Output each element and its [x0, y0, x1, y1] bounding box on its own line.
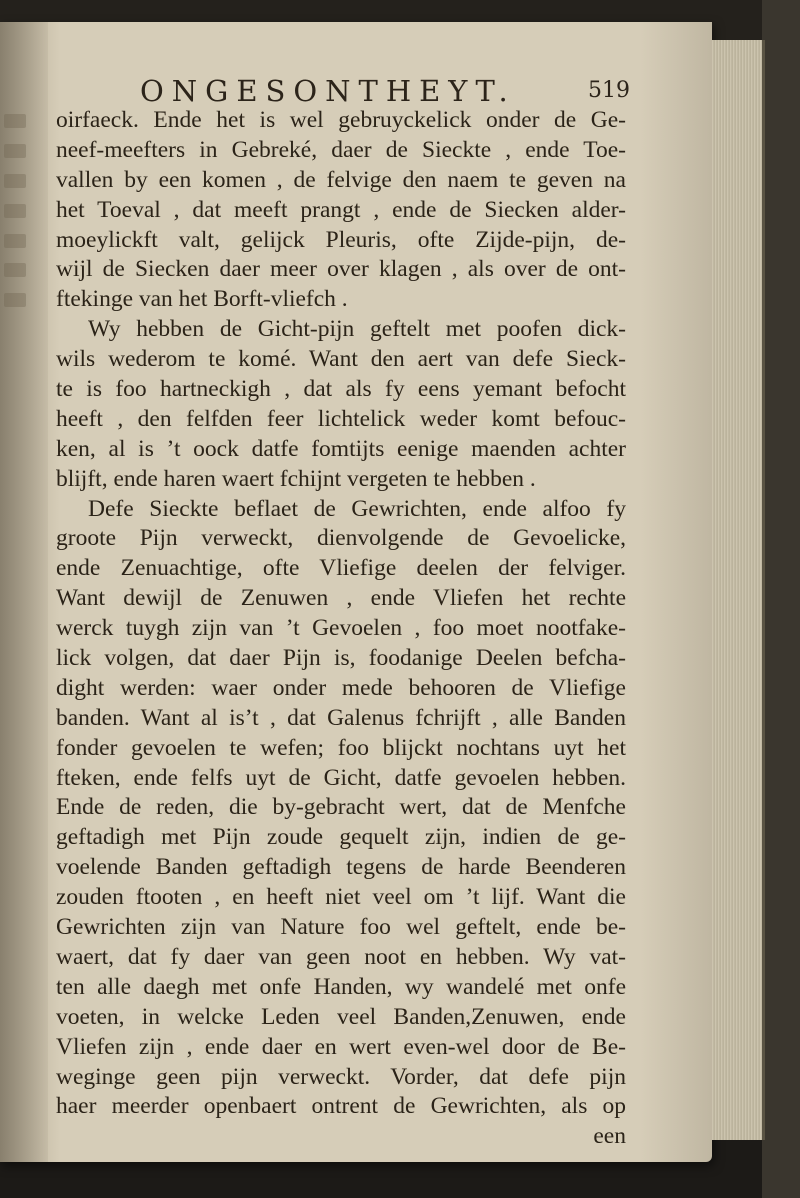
- text-line: ten alle daegh met onfe Handen, wy wandelé met onfe: [56, 973, 626, 1000]
- bleed-mark: [4, 285, 44, 315]
- text-line: geftadigh met Pijn zoude gequelt zijn, indien de ge-: [56, 824, 626, 851]
- body-text: [56, 106, 626, 1152]
- text-line: te is foo hartneckigh , dat als fy eens yemant befocht: [56, 376, 626, 403]
- text-line: dight werden: waer onder mede behooren de Vliefige: [56, 674, 626, 701]
- text-line: Wy hebben de Gicht-pijn geftelt met poofen dick-: [88, 316, 626, 343]
- text-line: wijl de Siecken daer meer over klagen , als over de ont-: [56, 256, 626, 283]
- facing-page-bleed: [4, 106, 44, 315]
- background-right: [762, 0, 800, 1198]
- running-title: ONGESONTHEYT.: [140, 74, 516, 108]
- text-line: blijft, ende haren waert fchijnt vergeten te hebben .: [56, 465, 536, 492]
- bleed-mark: [4, 196, 44, 226]
- catchword: een: [593, 1123, 626, 1150]
- text-line: Defe Sieckte beflaet de Gewrichten, ende alfoo fy: [88, 495, 626, 522]
- text-line: werck tuygh zijn van ’t Gevoelen , foo moet nootfake-: [56, 615, 626, 642]
- bleed-mark: [4, 255, 44, 285]
- page-number: 519: [588, 78, 630, 103]
- text-line: lick volgen, dat daer Pijn is, foodanige Deelen befcha-: [56, 645, 626, 672]
- text-line: Ende de reden, die by-gebracht wert, dat de Menfche: [56, 794, 626, 821]
- text-line: weginge geen pijn verweckt. Vorder, dat defe pijn: [56, 1063, 626, 1090]
- text-line: ende Zenuachtige, ofte Vliefige deelen der felviger.: [56, 555, 626, 582]
- text-line: Vliefen zijn , ende daer en wert even-wel door de Be-: [56, 1033, 626, 1060]
- text-line: banden. Want al is’t , dat Galenus fchrijft , alle Banden: [56, 704, 626, 731]
- text-line: haer meerder openbaert ontrent de Gewrichten, als op: [56, 1093, 626, 1120]
- text-line: ftekinge van het Borft-vliefch .: [56, 286, 348, 313]
- text-line: zouden ftooten , en heeft niet veel om ’t lijf. Want die: [56, 884, 626, 911]
- text-line: voelende Banden geftadigh tegens de harde Beenderen: [56, 854, 626, 881]
- text-line: oirfaeck. Ende het is wel gebruyckelick onder de Ge-: [56, 107, 626, 133]
- page-edges: [712, 40, 765, 1140]
- text-line: heeft , den felfden feer lichtelick weder komt befouc-: [56, 405, 626, 432]
- text-line: groote Pijn verweckt, dienvolgende de Gevoelicke,: [56, 525, 626, 552]
- bleed-mark: [4, 226, 44, 256]
- text-line: Gewrichten zijn van Nature foo wel geftelt, ende be-: [56, 914, 626, 941]
- text-line: wils wederom te komé. Want den aert van defe Sieck-: [56, 346, 626, 373]
- text-line: vallen by een komen , de felvige den naem te geven na: [56, 166, 626, 193]
- bleed-mark: [4, 166, 44, 196]
- text-line: ken, al is ’t oock datfe fomtijts eenige maenden achter: [56, 435, 626, 462]
- text-line: waert, dat fy daer van geen noot en hebben. Wy vat-: [56, 943, 626, 970]
- text-line: Want dewijl de Zenuwen , ende Vliefen het rechte: [56, 585, 626, 612]
- text-line: het Toeval , dat meeft prangt , ende de Siecken alder-: [56, 196, 626, 223]
- text-line: fonder gevoelen te wefen; foo blijckt nochtans uyt het: [56, 734, 626, 761]
- text-line: voeten, in welcke Leden veel Banden,Zenuwen, ende: [56, 1003, 626, 1030]
- bleed-mark: [4, 106, 44, 136]
- text-line: moeylickft valt, gelijck Pleuris, ofte Zijde-pijn, de-: [56, 226, 626, 253]
- bleed-mark: [4, 136, 44, 166]
- text-line: neef-meefters in Gebreké, daer de Sieckte , ende Toe-: [56, 136, 626, 163]
- text-line: fteken, ende felfs uyt de Gicht, datfe gevoelen hebben.: [56, 764, 626, 791]
